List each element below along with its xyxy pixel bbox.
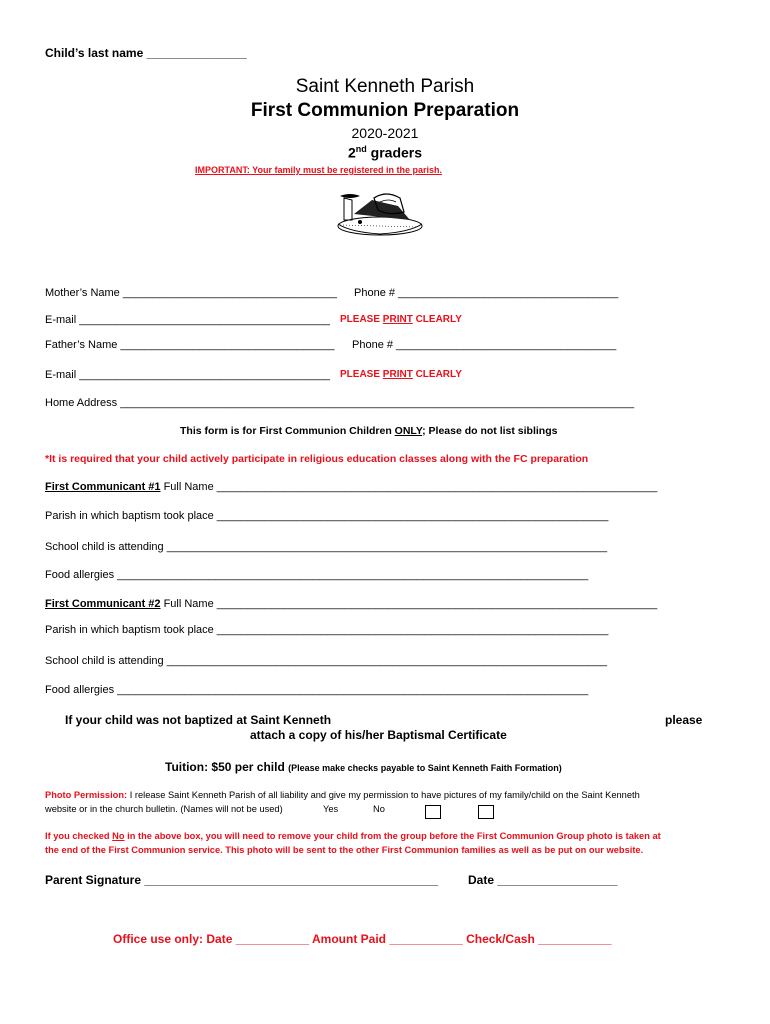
print-text: PRINT [382,369,413,380]
grade-word: graders [366,144,423,161]
communicant-2-school-field[interactable]: School child is attending ________________________________________________________________________ [45,655,608,667]
only-word: ONLY [394,425,423,437]
communicant-2-allergies-field[interactable]: Food allergies _____________________________________________________________________________ [45,684,589,696]
communicant-2-full-name-line: Full Name ________________________________________________________________________ [160,598,658,610]
photo-yes-label: Yes [323,804,339,814]
photo-permission-text-2: website or in the church bulletin. (Names will not be used) [45,804,283,814]
tuition-line [165,758,562,776]
email-field-1[interactable]: E-mail _________________________________________ [45,314,331,326]
communicant-2-full-name-field[interactable] [45,598,657,610]
baptism-note-please: please [665,713,703,727]
please-text: PLEASE [340,314,383,325]
photo-permission-label: Photo Permission: [45,790,128,800]
email-field-2[interactable]: E-mail _________________________________________ [45,369,331,381]
communicant-2-baptism-parish-field[interactable]: Parish in which baptism took place ________________________________________________________________ [45,624,609,636]
office-use-only: Office use only: Date ___________ Amount Paid ___________ Check/Cash ___________ [113,932,612,946]
baptism-note-line2: attach a copy of his/her Baptismal Certificate [250,728,507,742]
communicant-1-full-name-line: Full Name ________________________________________________________________________ [160,481,658,493]
mother-name-field[interactable]: Mother’s Name ___________________________________ [45,287,337,299]
parish-title: Saint Kenneth Parish [295,76,475,97]
photo-permission-body: I release Saint Kenneth Parish of all liability and give my permission to have pictures of my family/child on the Saint Kenneth [127,790,640,800]
communicant-2-heading: First Communicant #2 [45,598,161,610]
print-clearly-note-2 [340,369,462,380]
tuition-label: Tuition: $50 per child [165,760,289,774]
photo-yes-checkbox[interactable] [425,805,441,819]
father-name-field[interactable]: Father’s Name ___________________________________ [45,339,335,351]
photo-warning-line1 [45,831,661,841]
communicant-1-heading: First Communicant #1 [45,481,161,493]
mother-phone-field[interactable]: Phone # ____________________________________ [354,287,619,299]
communicant-1-full-name-field[interactable] [45,481,657,493]
photo-warning-line2: the end of the First Communion service. This photo will be sent to the other First Communion families as well as be put on our website. [45,845,644,855]
warning-no: No [112,831,125,841]
childs-last-name-field[interactable]: Child’s last name _______________ [45,46,247,60]
only-children-note [180,425,557,437]
important-notice: IMPORTANT: Your family must be registered in the parish. [195,165,443,175]
signature-date-field[interactable]: Date __________________ [468,873,618,887]
program-year: 2020-2021 [351,125,419,141]
grade-superscript: nd [355,144,367,154]
father-phone-field[interactable]: Phone # ____________________________________ [352,339,617,351]
communicant-1-allergies-field[interactable]: Food allergies _____________________________________________________________________________ [45,569,589,581]
grade-line [0,144,770,161]
program-title: First Communion Preparation [250,100,520,121]
photo-no-checkbox[interactable] [478,805,494,819]
communicant-1-school-field[interactable]: School child is attending ________________________________________________________________________ [45,541,608,553]
grade-number: 2 [347,144,356,161]
print-text: PRINT [382,314,413,325]
warning-post: in the above box, you will need to remove your child from the group before the First Communion Group photo is taken at [124,831,661,841]
print-clearly-note-1 [340,314,462,325]
participation-requirement: *It is required that your child actively participate in religious education classes along with the FC preparation [45,453,589,465]
only-pre: This form is for First Communion Children [180,425,395,437]
only-post: ; Please do not list siblings [422,425,558,437]
communicant-1-baptism-parish-field[interactable]: Parish in which baptism took place ________________________________________________________________ [45,510,609,522]
please-text: PLEASE [340,369,383,380]
clearly-text: CLEARLY [412,314,462,325]
communion-chalice-illustration [330,186,426,242]
photo-permission-text-1 [45,790,640,800]
tuition-note: (Please make checks payable to Saint Kenneth Faith Formation) [288,763,562,773]
clearly-text: CLEARLY [412,369,462,380]
baptism-note-line1: If your child was not baptized at Saint Kenneth [65,713,332,727]
home-address-field[interactable]: Home Address ____________________________________________________________________________________ [45,397,635,409]
photo-no-label: No [373,804,385,814]
parent-signature-field[interactable]: Parent Signature ____________________________________________ [45,873,439,887]
warning-pre: If you checked [45,831,113,841]
